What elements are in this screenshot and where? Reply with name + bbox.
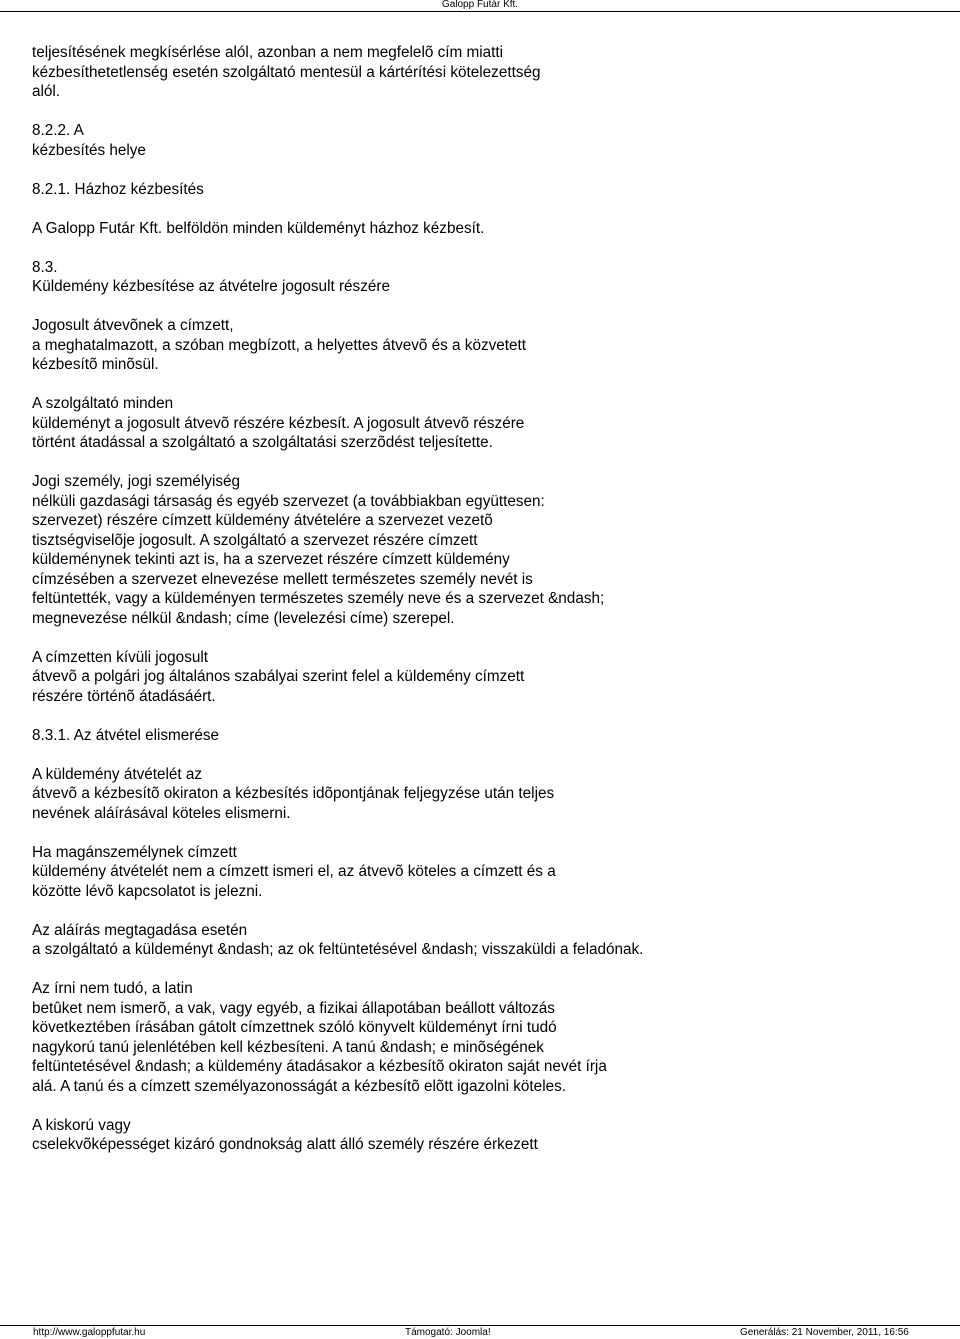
blank-line <box>32 960 932 980</box>
blank-line <box>32 375 932 395</box>
text-line: Az írni nem tudó, a latin <box>32 980 193 997</box>
text-line: a szolgáltató a küldeményt &ndash; az ok feltüntetésével &ndash; visszaküldi a feladónak. <box>32 941 644 958</box>
blank-line <box>32 706 932 726</box>
footer-generated-date: Generálás: 21 November, 2011, 16:56 <box>740 1327 909 1338</box>
text-line: átvevõ a polgári jog általános szabályai szerint felel a küldemény címzett <box>32 668 525 685</box>
blank-line <box>32 160 932 180</box>
section-number: 8.3. <box>32 258 58 276</box>
blank-line <box>32 1096 932 1116</box>
section-heading: Küldemény kézbesítése az átvételre jogosult részére <box>32 278 390 295</box>
document-body <box>32 43 932 1155</box>
text-line: küldeményt a jogosult átvevõ részére kézbesít. A jogosult átvevõ részére <box>32 414 525 432</box>
footer-url-link[interactable]: http://www.galoppfutar.hu <box>33 1327 146 1338</box>
footer-sponsor: Támogató: Joomla! <box>405 1327 491 1338</box>
blank-line <box>32 745 932 765</box>
text-line: történt átadással a szolgáltató a szolgáltatási szerzõdést teljesítette. <box>32 434 493 451</box>
blank-line <box>32 453 932 473</box>
text-line: küldemény átvételét nem a címzett ismeri el, az átvevõ köteles a címzett és a <box>32 863 556 880</box>
blank-line <box>32 823 932 843</box>
text-line: Az aláírás megtagadása esetén <box>32 921 248 939</box>
text-line: közötte lévõ kapcsolatot is jelezni. <box>32 882 263 900</box>
text-line: szervezet) részére címzett küldemény átvételére a szervezet vezetõ <box>32 512 493 529</box>
text-line: betûket nem ismerõ, a vak, vagy egyéb, a fizikai állapotában beállott változás <box>32 999 555 1017</box>
text-line: Ha magánszemélynek címzett <box>32 843 237 861</box>
text-line: teljesítésének megkísérlése alól, azonban a nem megfelelõ cím miatti <box>32 44 504 61</box>
text-line: nélküli gazdasági társaság és egyéb szervezet (a továbbiakban együttesen: <box>32 492 545 510</box>
section-heading: 8.3.1. Az átvétel elismerése <box>32 726 220 744</box>
text-line: nevének aláírásával köteles elismerni. <box>32 804 291 822</box>
text-line: A címzetten kívüli jogosult <box>32 648 208 666</box>
text-line: címzésében a szervezet elnevezése mellett természetes személy nevét is <box>32 570 533 588</box>
page-footer <box>0 1325 960 1339</box>
text-line: A Galopp Futár Kft. belföldön minden küldeményt házhoz kézbesít. <box>32 219 485 237</box>
text-line: A küldemény átvételét az <box>32 765 203 783</box>
text-line: következtében írásában gátolt címzettnek szóló könyvelt küldeményt írni tudó <box>32 1019 557 1036</box>
section-number: 8.2.2. A <box>32 122 84 139</box>
text-line: nagykorú tanú jelenlétében kell kézbesíteni. A tanú &ndash; e minõségének <box>32 1038 544 1056</box>
blank-line <box>32 901 932 921</box>
text-line: alá. A tanú és a címzett személyazonosságát a kézbesítõ elõtt igazolni köteles. <box>32 1077 566 1095</box>
text-line: cselekvõképességet kizáró gondnokság alatt álló személy részére érkezett <box>32 1136 538 1153</box>
text-line: kézbesítõ minõsül. <box>32 356 159 373</box>
text-line: tisztségviselõje jogosult. A szolgáltató a szervezet részére címzett <box>32 531 478 549</box>
text-line: feltüntették, vagy a küldeményen természetes személy neve és a szervezet &ndash; <box>32 590 605 607</box>
section-heading: kézbesítés helye <box>32 141 146 159</box>
blank-line <box>32 238 932 258</box>
text-line: feltüntetésével &ndash; a küldemény átadásakor a kézbesítõ okiraton saját nevét írja <box>32 1058 607 1075</box>
header-title: Galopp Futár Kft. <box>441 0 519 10</box>
text-line: kézbesíthetetlenség esetén szolgáltató mentesül a kártérítési kötelezettség <box>32 63 541 81</box>
blank-line <box>32 628 932 648</box>
blank-line <box>32 102 932 122</box>
blank-line <box>32 199 932 219</box>
text-line: a meghatalmazott, a szóban megbízott, a helyettes átvevõ és a közvetett <box>32 336 527 354</box>
section-heading: 8.2.1. Házhoz kézbesítés <box>32 180 204 198</box>
page-header <box>0 0 960 12</box>
text-line: alól. <box>32 83 61 100</box>
text-line: A szolgáltató minden <box>32 395 174 412</box>
text-line: megnevezése nélkül &ndash; címe (levelezési címe) szerepel. <box>32 609 455 627</box>
text-line: részére történõ átadásáért. <box>32 687 216 705</box>
text-line: A kiskorú vagy <box>32 1116 131 1134</box>
text-line: küldeménynek tekinti azt is, ha a szervezet részére címzett küldemény <box>32 551 510 568</box>
text-line: átvevõ a kézbesítõ okiraton a kézbesítés idõpontjának feljegyzése után teljes <box>32 785 555 802</box>
text-line: Jogosult átvevõnek a címzett, <box>32 317 234 334</box>
text-line: Jogi személy, jogi személyiség <box>32 473 241 490</box>
blank-line <box>32 297 932 317</box>
